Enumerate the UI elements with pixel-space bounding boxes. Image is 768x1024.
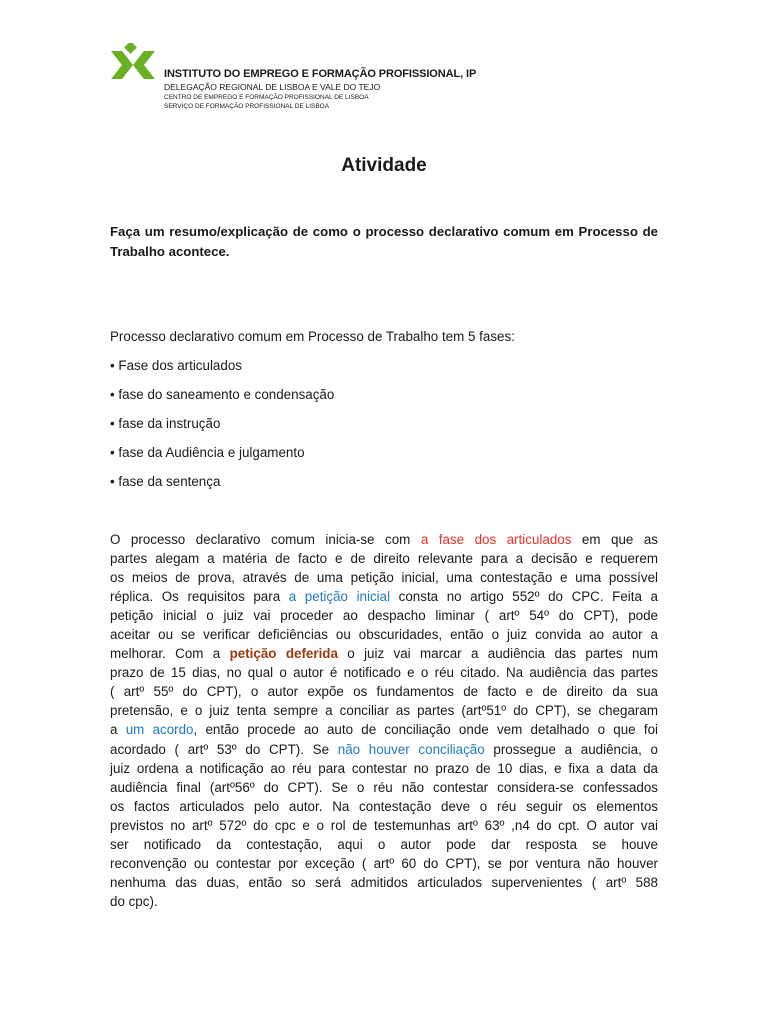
body-line: previstos no artº 572º do cpc e o rol de testemunhas artº 63º ,n4 do cpt. O autor vai bbox=[110, 817, 658, 833]
question-text: Faça um resumo/explicação de como o processo declarativo comum em Processo de Trabalho acontece. bbox=[110, 224, 658, 259]
highlight-peticao-inicial: a petição inicial bbox=[288, 589, 391, 605]
body-line: reconvenção ou contestar por exceção ( artº 60 do CPT), se por ventura não houver bbox=[110, 855, 658, 871]
body-line: audiência final (artº56º do CPT). Se o réu não contestar considera-se confessados bbox=[110, 779, 658, 795]
body-line: pretensão, e o juiz tenta sempre a conciliar as partes (artº51º do CPT), se chegaram bbox=[110, 703, 658, 719]
body-line: petição inicial o juiz vai proceder ao despacho liminar ( artº 54º do CPT), pode bbox=[110, 608, 658, 624]
org-delegation: DELEGAÇÃO REGIONAL DE LISBOA E VALE DO TEJO bbox=[164, 82, 381, 92]
intro-text: Processo declarativo comum em Processo de Trabalho tem 5 fases: bbox=[110, 329, 515, 344]
organization-block bbox=[164, 68, 477, 111]
list-item: • Fase dos articulados bbox=[110, 358, 242, 373]
body-paragraph bbox=[110, 530, 658, 911]
body-line: os meios de prova, através de uma petição inicial, uma contestação e uma possível bbox=[110, 570, 658, 586]
list-item: • fase do saneamento e condensação bbox=[110, 387, 335, 402]
highlight-um-acordo: um acordo bbox=[125, 722, 194, 738]
body-line: melhorar. Com a petição deferida o juiz vai marcar a audiência das partes num bbox=[110, 646, 658, 662]
body-line: O processo declarativo comum inicia-se com a fase dos articulados em que as bbox=[110, 532, 658, 547]
body-line: juiz ordena a notificação ao réu para contestar no prazo de 10 dias, e fixa a data da bbox=[110, 760, 658, 776]
org-service: SERVIÇO DE FORMAÇÃO PROFISSIONAL DE LISBOA bbox=[164, 103, 330, 110]
body-line: os factos articulados pelo autor. Na contestação deve o réu seguir os elementos bbox=[110, 798, 658, 814]
highlight-peticao-deferida: petição deferida bbox=[229, 646, 338, 662]
body-line: partes alegam a matéria de facto e de direito relevante para a decisão e requerem bbox=[110, 551, 658, 567]
phases-list bbox=[110, 357, 334, 502]
page-title: Atividade bbox=[341, 155, 427, 176]
body-line: prazo de 15 dias, no qual o autor é notificado e o réu citado. Na audiência das partes bbox=[110, 665, 658, 681]
body-line: nenhuma das duas, então so será admitidos articulados supervenientes ( artº 588 bbox=[110, 874, 658, 890]
list-item: • fase da Audiência e julgamento bbox=[110, 445, 305, 460]
org-name: INSTITUTO DO EMPREGO E FORMAÇÃO PROFISSIONAL, IP bbox=[164, 68, 477, 80]
org-center: CENTRO DE EMPREGO E FORMAÇÃO PROFISSIONAL DE LISBOA bbox=[164, 94, 369, 101]
body-line: ser notificado da contestação, aqui o autor pode dar resposta se houve bbox=[110, 836, 658, 852]
body-line: do cpc). bbox=[110, 893, 158, 909]
body-line: réplica. Os requisitos para a petição inicial consta no artigo 552º do CPC. Feita a bbox=[110, 589, 658, 605]
list-item: • fase da sentença bbox=[110, 474, 221, 489]
highlight-fase-articulados: a fase dos articulados bbox=[420, 532, 572, 547]
body-line: a um acordo, então procede ao auto de conciliação onde vem detalhado o que foi bbox=[110, 722, 658, 738]
highlight-nao-conciliacao: não houver conciliação bbox=[337, 741, 485, 757]
body-line: ( artº 55º do CPT), o autor expõe os fundamentos de facto e de direito da sua bbox=[110, 684, 658, 700]
iefp-logo bbox=[109, 43, 161, 85]
body-line: aceitar ou se verificar deficiências ou obscuridades, então o juiz convida ao autor a bbox=[110, 627, 658, 643]
body-line: acordado ( artº 53º do CPT). Se não houver conciliação prossegue a audiência, o bbox=[110, 741, 658, 757]
list-item: • fase da instrução bbox=[110, 416, 221, 431]
